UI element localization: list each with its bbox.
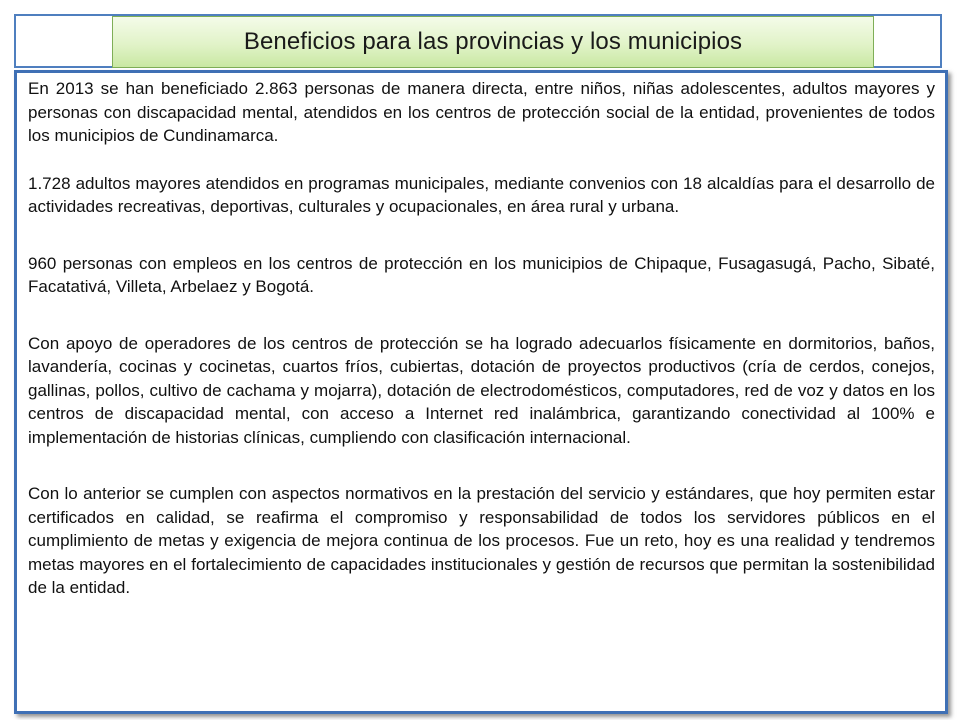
paragraph-improvements: Con apoyo de operadores de los centros de protección se ha logrado adecuarlos físicamente en dormitorios, baños, lavandería, cocinas y cocinetas, cuartos fríos, cubiertas, dotación de proyectos productivos (cría de cerdos, conejos, gallinas, pollos, cultivo de cachama y mojarra), dotación de electrodomésticos, computadores, red de voz y datos en los centros de discapacidad mental, con acceso a Internet red inalámbrica, garantizando conectividad al 100% e implementación de historias clínicas, cumpliendo con clasificación internacional. xyxy=(28,333,935,447)
paragraph-beneficiaries: En 2013 se han beneficiado 2.863 personas de manera directa, entre niños, niñas adolescentes, adultos mayores y personas con discapacidad mental, atendidos en los centros de protección social de la entidad, provenientes de todos los municipios de Cundinamarca. xyxy=(28,79,935,145)
page-title: Beneficios para las provincias y los municipios xyxy=(243,28,743,55)
paragraph-elderly-programs: 1.728 adultos mayores atendidos en programas municipales, mediante convenios con 18 alcaldías para el desarrollo de actividades recreativas, deportivas, culturales y ocupacionales, en área rural y urbana. xyxy=(28,173,935,216)
title-box xyxy=(112,16,874,68)
paragraph-employment: 960 personas con empleos en los centros de protección en los municipios de Chipaque, Fusagasugá, Pacho, Sibaté, Facatativá, Villeta, Arbelaez y Bogotá. xyxy=(28,253,935,296)
paragraph-conclusion: Con lo anterior se cumplen con aspectos normativos en la prestación del servicio y estándares, que hoy permiten estar certificados en calidad, se reafirma el compromiso y responsabilidad de todos los servidores públicos en el cumplimiento de metas y exigencia de mejora continua de los procesos. Fue un reto, hoy es una realidad y tendremos metas mayores en el fortalecimiento de capacidades institucionales y gestión de recursos que permitan la sostenibilidad de la entidad. xyxy=(28,484,935,597)
content-box xyxy=(14,70,948,714)
